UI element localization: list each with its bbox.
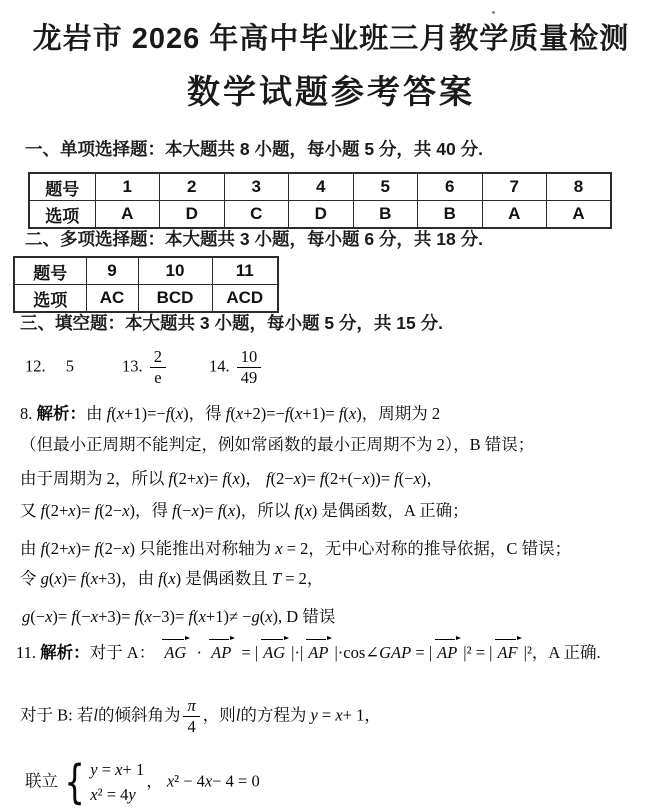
- text-segment: （但最小正周期不能判定，例如常函数的最小正周期不为: [20, 435, 433, 454]
- section1-heading: 一、单项选择题：本大题共 8 小题，每小题 5 分，共 40 分.: [25, 139, 483, 159]
- text-segment: 联立: [25, 771, 58, 791]
- solution8-line2: [20, 433, 534, 457]
- text-segment: = |: [475, 643, 493, 662]
- text-segment: GAP: [379, 643, 412, 662]
- answer-cell: AC: [86, 285, 138, 313]
- text-segment: ，: [531, 643, 549, 662]
- text-segment: ，周期为: [361, 404, 428, 423]
- text-segment: 又: [20, 501, 37, 520]
- document-title-line2: 数学试题参考答案: [187, 73, 475, 110]
- solution8-line5: [20, 537, 571, 561]
- answer-cell: A: [95, 201, 160, 229]
- fraction: $\frac{2}{e}$: [150, 348, 166, 387]
- question-number-cell: 9: [86, 257, 138, 285]
- text-segment: C: [506, 539, 518, 558]
- text-segment: f(x+2)=−f(x+1)= f(x): [225, 404, 362, 423]
- text-segment: = |: [415, 643, 433, 662]
- brace: {: [64, 755, 85, 809]
- text-segment: 2: [106, 469, 115, 488]
- text-segment: y = x+ 1: [310, 705, 365, 725]
- text-segment: 由: [86, 404, 103, 423]
- text-segment: 对于: [89, 643, 123, 662]
- text-segment: ，由: [121, 569, 155, 588]
- text-segment: 解析：: [36, 405, 86, 423]
- text-segment: 是偶函数且: [185, 569, 268, 588]
- answer-row: [29, 201, 611, 229]
- solution11-line-b: [20, 697, 381, 736]
- text-segment: |²: [523, 643, 532, 662]
- answer-cell: A: [482, 201, 547, 229]
- question-number-cell: 5: [353, 173, 418, 201]
- text-segment: 错误；: [484, 435, 535, 454]
- solution11-line-joint: [25, 755, 260, 809]
- text-segment: 正确.: [563, 643, 601, 662]
- question-number-cell: 2: [160, 173, 225, 201]
- answer-cell: ACD: [212, 285, 278, 313]
- text-segment: ·: [196, 643, 202, 662]
- answer-cell: BCD: [138, 285, 212, 313]
- answer-row: [14, 285, 278, 313]
- text-segment: B:: [57, 705, 73, 725]
- text-segment: f(2+x)= f(2−x): [40, 501, 136, 520]
- fraction: $\frac{\pi}{4}$: [183, 697, 199, 736]
- vector: AP: [306, 641, 331, 665]
- text-segment: A: [548, 643, 560, 662]
- row-header-cell: 选项: [14, 285, 86, 313]
- text-segment: ，所以: [114, 469, 165, 488]
- question-number-cell: 4: [289, 173, 354, 201]
- text-segment: ,: [278, 607, 283, 626]
- answer-cell: D: [289, 201, 354, 229]
- text-segment: f(−x)= f(x): [172, 501, 241, 520]
- system-equation: x² = 4y: [90, 784, 136, 804]
- text-segment: 2: [431, 404, 441, 423]
- text-segment: 解析：: [40, 644, 90, 662]
- question-number-cell: 8: [547, 173, 612, 201]
- question-number-cell: 11: [212, 257, 278, 285]
- vector: AG: [162, 641, 189, 665]
- system-equation: y = x+ 1: [90, 760, 145, 779]
- text-segment: ，无中心对称的推导依据，: [308, 539, 507, 558]
- text-segment: 的方程为: [240, 705, 307, 725]
- text-segment: A：: [126, 643, 156, 662]
- text-segment: 只能推出对称轴为: [139, 539, 272, 558]
- text-segment: 的倾斜角为: [97, 705, 181, 725]
- text-segment: |·|: [291, 643, 304, 662]
- text-segment: ，: [306, 569, 324, 588]
- text-segment: ，: [364, 705, 381, 725]
- answer-cell: B: [418, 201, 483, 229]
- text-segment: D: [286, 607, 299, 626]
- text-segment: 令: [20, 569, 37, 588]
- text-segment: 是偶函数，: [321, 501, 404, 520]
- solution8-line7: [22, 605, 335, 629]
- multi-choice-answer-table: [13, 256, 279, 313]
- text-segment: 12.: [25, 356, 46, 376]
- text-segment: A: [403, 501, 415, 520]
- text-segment: g(x)= f(x+3): [40, 569, 122, 588]
- text-segment: ，所以: [240, 501, 291, 520]
- text-segment: ，: [426, 469, 443, 488]
- solution8-line3: [20, 467, 443, 491]
- row-header-cell: 题号: [14, 257, 86, 285]
- text-segment: x = 2: [275, 539, 309, 558]
- question-number-row: [14, 257, 278, 285]
- text-segment: ），: [444, 435, 470, 454]
- text-segment: |·cos∠: [334, 643, 380, 662]
- section3-heading: 三、填空题：本大题共 3 小题，每小题 5 分，共 15 分.: [20, 313, 443, 333]
- vector: AP: [209, 641, 234, 665]
- single-choice-answer-table: [28, 172, 612, 229]
- dust-speck: [492, 11, 495, 14]
- text-segment: ，: [245, 469, 262, 488]
- question-number-cell: 3: [224, 173, 289, 201]
- question-number-row: [29, 173, 611, 201]
- question-number-cell: 7: [482, 173, 547, 201]
- text-segment: 11.: [16, 643, 37, 662]
- solution8-line6: [20, 567, 323, 591]
- text-segment: ，则: [202, 705, 236, 725]
- text-segment: ，得: [135, 501, 169, 520]
- text-segment: f(2+x)= f(2−x): [40, 539, 136, 558]
- text-segment: 错误；: [521, 539, 572, 558]
- text-segment: 2: [436, 435, 445, 454]
- answer-cell: A: [547, 201, 612, 229]
- equation-system: [60, 755, 145, 809]
- text-segment: 正确；: [419, 501, 469, 520]
- fill-blank-answers-line: [25, 348, 264, 387]
- text-segment: B: [469, 435, 481, 454]
- question-number-cell: 6: [418, 173, 483, 201]
- solution8-line4: [20, 499, 469, 523]
- section2-heading: 二、多项选择题：本大题共 3 小题，每小题 6 分，共 18 分.: [25, 229, 483, 249]
- text-segment: 14.: [209, 356, 230, 376]
- text-segment: 由于周期为: [20, 469, 103, 488]
- text-segment: = |: [241, 643, 259, 662]
- text-segment: 错误: [302, 607, 336, 626]
- question-number-cell: 10: [138, 257, 212, 285]
- text-segment: 13.: [122, 356, 143, 376]
- row-header-cell: 选项: [29, 201, 95, 229]
- text-segment: T = 2: [271, 569, 307, 588]
- text-segment: 若: [76, 705, 94, 725]
- text-segment: x² − 4x− 4 = 0: [166, 771, 260, 791]
- text-segment: l: [93, 705, 98, 725]
- question-number-cell: 1: [95, 173, 160, 201]
- fraction: $\frac{10}{49}$: [237, 348, 262, 387]
- text-segment: 8.: [20, 404, 33, 423]
- text-segment: g(−x)= f(−x+3)= f(x−3)= f(x+1)≠ −g(x): [22, 607, 279, 626]
- text-segment: f(x): [158, 569, 182, 588]
- solution8-line1: [20, 402, 440, 426]
- text-segment: f(x): [294, 501, 318, 520]
- text-segment: ，: [146, 771, 163, 791]
- vector: AG: [261, 641, 288, 665]
- solution11-line-a: [16, 641, 601, 665]
- text-segment: f(2+x)= f(x): [168, 469, 246, 488]
- document-title-line1: 龙岩市 2026 年高中毕业班三月教学质量检测: [32, 23, 630, 55]
- vector: AP: [435, 641, 460, 665]
- text-segment: f(x+1)=−f(x): [106, 404, 189, 423]
- answer-cell: C: [224, 201, 289, 229]
- answer-cell: B: [353, 201, 418, 229]
- text-segment: 由: [20, 539, 37, 558]
- text-segment: |²: [463, 643, 472, 662]
- text-segment: 5: [65, 356, 74, 376]
- text-segment: f(2−x)= f(2+(−x))= f(−x): [265, 469, 427, 488]
- vector: AF: [495, 641, 520, 665]
- text-segment: 对于: [20, 705, 53, 725]
- answer-cell: D: [160, 201, 225, 229]
- text-segment: ，得: [188, 404, 222, 423]
- row-header-cell: 题号: [29, 173, 95, 201]
- text-segment: l: [235, 705, 241, 725]
